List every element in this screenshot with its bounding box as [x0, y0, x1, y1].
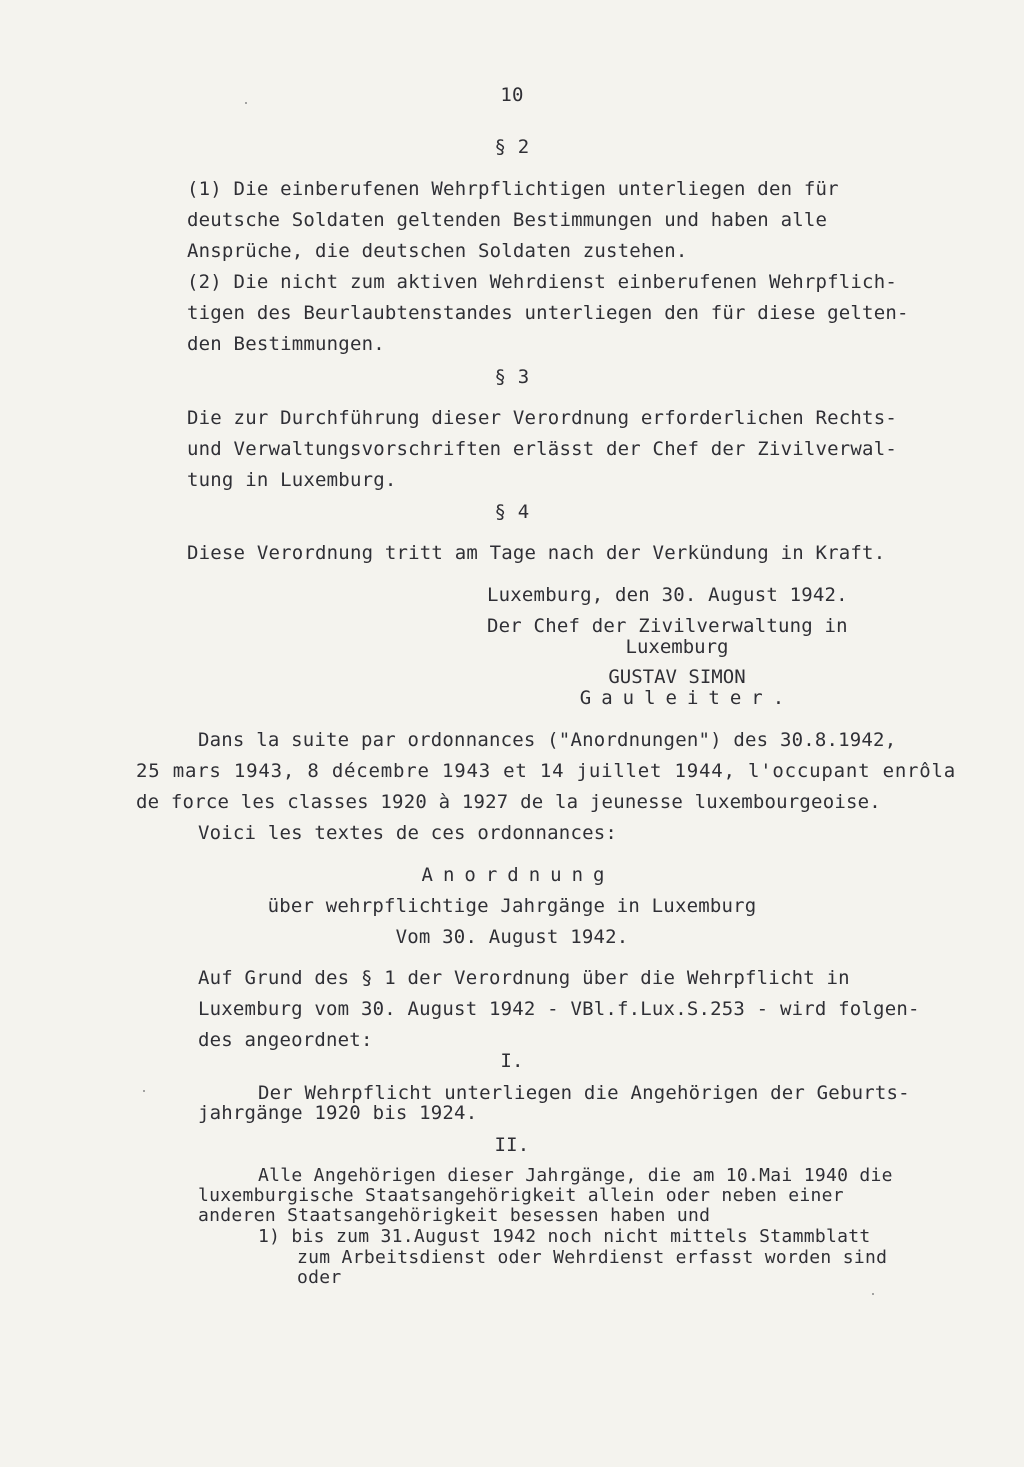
- para3-line: und Verwaltungsvorschriften erlässt der Chef der Zivilverwal-: [187, 438, 897, 460]
- section-heading-4: § 4: [494, 501, 530, 523]
- sub1-line: zum Arbeitsdienst oder Wehrdienst erfasst worden sind: [297, 1247, 888, 1268]
- french-line: de force les classes 1920 à 1927 de la jeunesse luxembourgeoise.: [136, 791, 881, 813]
- item1-line: Der Wehrpflicht unterliegen die Angehörigen der Geburts-: [258, 1082, 910, 1104]
- french-line: Voici les textes de ces ordonnances:: [198, 822, 618, 844]
- signature-title: Der Chef der Zivilverwaltung in: [487, 615, 848, 637]
- sub1-line: oder: [297, 1267, 342, 1288]
- ink-speck: [872, 1293, 874, 1295]
- french-line: 25 mars 1943, 8 décembre 1943 et 14 juillet 1944, l'occupant enrôla: [136, 760, 957, 782]
- section-heading-3: § 3: [494, 366, 530, 388]
- preamble-line: des angeordnet:: [198, 1029, 373, 1051]
- page-number: 10: [500, 84, 524, 106]
- para1-line: tigen des Beurlaubtenstandes unterliegen den für diese gelten-: [187, 302, 909, 324]
- anordnung-title: Anordnung: [421, 864, 615, 886]
- french-line: Dans la suite par ordonnances ("Anordnungen") des 30.8.1942,: [198, 729, 897, 751]
- section-heading-2: § 2: [494, 136, 530, 158]
- para3-line: Die zur Durchführung dieser Verordnung erforderlichen Rechts-: [187, 407, 897, 429]
- para4-text: Diese Verordnung tritt am Tage nach der Verkündung in Kraft.: [187, 542, 886, 564]
- ink-speck: [143, 1090, 145, 1092]
- item1-line: jahrgänge 1920 bis 1924.: [198, 1102, 478, 1124]
- para1-line: Ansprüche, die deutschen Soldaten zustehen.: [187, 240, 688, 262]
- para1-line: (2) Die nicht zum aktiven Wehrdienst einberufenen Wehrpflich-: [187, 271, 897, 293]
- preamble-line: Luxemburg vom 30. August 1942 - VBl.f.Lux.S.253 - wird folgen-: [198, 998, 920, 1020]
- para1-line: (1) Die einberufenen Wehrpflichtigen unterliegen den für: [187, 178, 839, 200]
- ink-speck: [245, 102, 247, 104]
- para3-line: tung in Luxemburg.: [187, 469, 397, 491]
- signature-place-date: Luxemburg, den 30. August 1942.: [487, 584, 848, 606]
- signature-rank: Gauleiter.: [579, 687, 795, 709]
- item2-line: anderen Staatsangehörigkeit besessen haben und: [198, 1205, 711, 1226]
- sub1-line: 1) bis zum 31.August 1942 noch nicht mittels Stammblatt: [258, 1226, 871, 1247]
- item2-line: luxemburgische Staatsangehörigkeit allein oder neben einer: [198, 1185, 844, 1206]
- anordnung-date: Vom 30. August 1942.: [395, 926, 629, 948]
- preamble-line: Auf Grund des § 1 der Verordnung über die Wehrpflicht in: [198, 967, 850, 989]
- anordnung-subtitle: über wehrpflichtige Jahrgänge in Luxemburg: [267, 895, 757, 917]
- roman-heading-2: II.: [494, 1134, 530, 1156]
- item2-line: Alle Angehörigen dieser Jahrgänge, die am 10.Mai 1940 die: [258, 1165, 893, 1186]
- para1-line: deutsche Soldaten geltenden Bestimmungen und haben alle: [187, 209, 828, 231]
- roman-heading-1: I.: [500, 1050, 524, 1072]
- signature-name: GUSTAV SIMON: [608, 666, 746, 688]
- para1-line: den Bestimmungen.: [187, 333, 385, 355]
- signature-title-place: Luxemburg: [625, 636, 729, 658]
